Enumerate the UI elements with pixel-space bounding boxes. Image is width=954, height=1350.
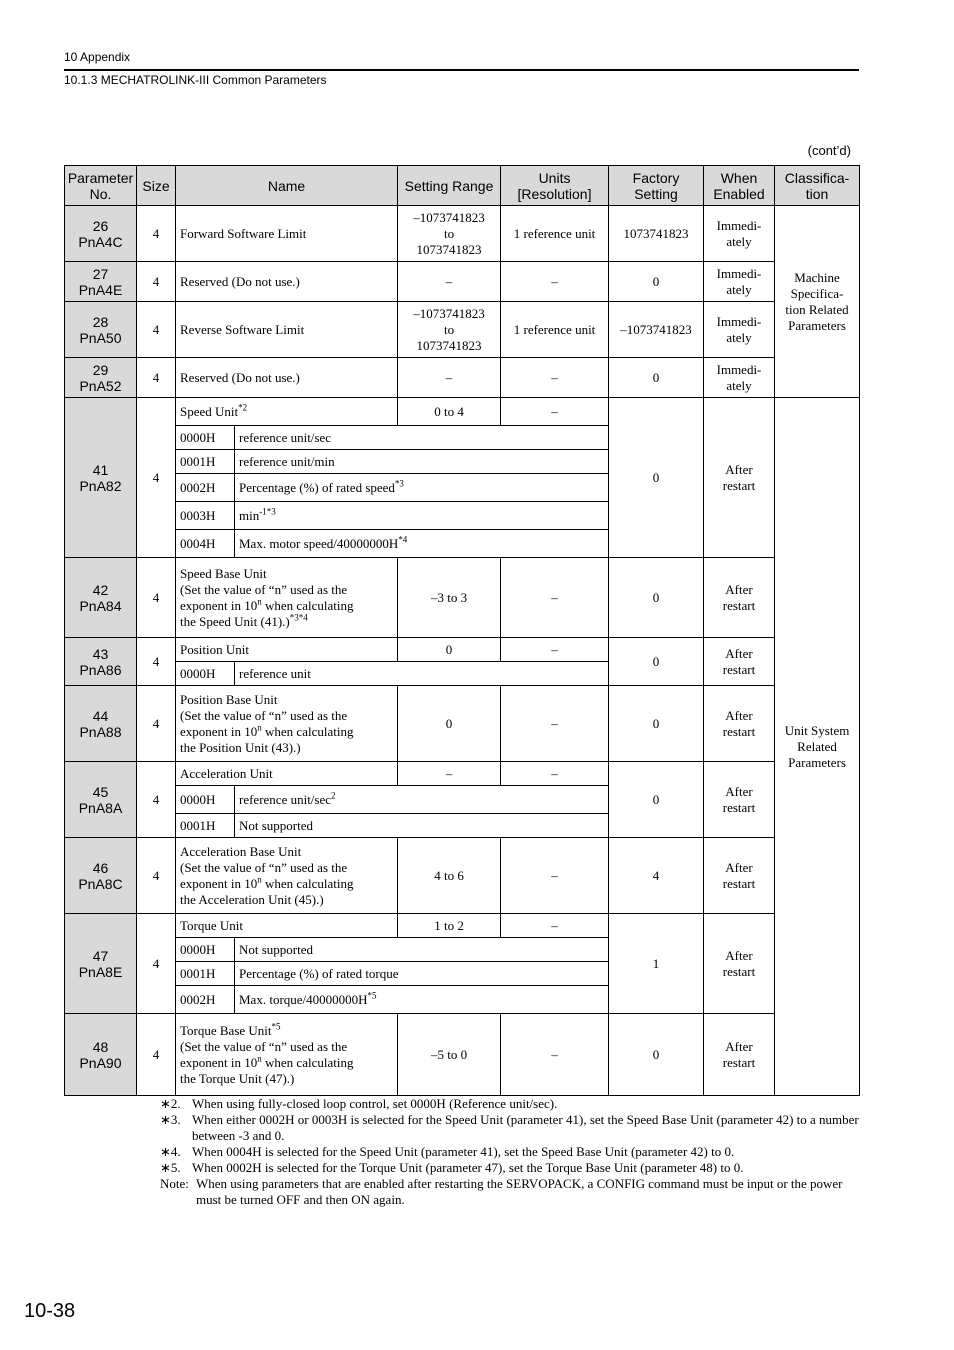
when-cell: After restart — [704, 638, 775, 686]
param-number: 26 PnA4C — [65, 206, 137, 262]
name-cell: Reverse Software Limit — [176, 302, 398, 358]
option-code: 0000H — [176, 938, 235, 962]
footnote-3: ∗3. When either 0002H or 0003H is selected for the Speed Unit (parameter 41), set the Speed Base Unit (parameter 42) to a number between -3 and 0. — [160, 1112, 859, 1143]
name-cell: Speed Unit$^{*2}$ — [176, 398, 398, 426]
units-cell: – — [501, 1014, 609, 1096]
factory-cell: 0 — [609, 686, 704, 762]
size-cell: 4 — [137, 206, 176, 262]
option-desc: reference unit/sec — [235, 426, 609, 450]
size-cell: 4 — [137, 686, 176, 762]
param-number: 44 PnA88 — [65, 686, 137, 762]
col-classification: Classifica- tion — [775, 166, 860, 206]
when-cell: After restart — [704, 1014, 775, 1096]
name-cell: Acceleration Unit — [176, 762, 398, 786]
range-cell: 4 to 6 — [398, 838, 501, 914]
option-desc: reference unit — [235, 662, 609, 686]
table-row — [65, 838, 860, 914]
units-cell: – — [501, 914, 609, 938]
option-desc: $\min^{-1*3}$ — [235, 502, 609, 530]
range-cell: –5 to 0 — [398, 1014, 501, 1096]
col-name: Name — [176, 166, 398, 206]
table-row — [65, 1014, 860, 1096]
option-code: 0002H — [176, 986, 235, 1014]
name-cell: Position Unit — [176, 638, 398, 662]
units-cell: – — [501, 686, 609, 762]
units-cell: – — [501, 638, 609, 662]
range-cell: –3 to 3 — [398, 558, 501, 638]
param-number: 42 PnA84 — [65, 558, 137, 638]
option-code: 0002H — [176, 474, 235, 502]
factory-cell: 0 — [609, 1014, 704, 1096]
param-number: 43 PnA86 — [65, 638, 137, 686]
table-row — [65, 686, 860, 762]
chapter-header: 10 Appendix — [64, 50, 131, 64]
param-number: 28 PnA50 — [65, 302, 137, 358]
size-cell: 4 — [137, 914, 176, 1014]
size-cell: 4 — [137, 762, 176, 838]
factory-cell: –1073741823 — [609, 302, 704, 358]
size-cell: 4 — [137, 262, 176, 302]
size-cell: 4 — [137, 558, 176, 638]
when-cell: Immedi- ately — [704, 262, 775, 302]
name-cell: Torque Base Unit$^{*5}$ (Set the value of “n” used as the exponent in 10$^n$ when calculating the Torque Unit (47).) — [176, 1014, 398, 1096]
range-cell: 0 — [398, 686, 501, 762]
factory-cell: 0 — [609, 358, 704, 398]
when-cell: After restart — [704, 686, 775, 762]
name-cell: Reserved (Do not use.) — [176, 358, 398, 398]
factory-cell: 0 — [609, 262, 704, 302]
header-rule — [64, 69, 859, 71]
name-cell: Reserved (Do not use.) — [176, 262, 398, 302]
size-cell: 4 — [137, 398, 176, 558]
size-cell: 4 — [137, 358, 176, 398]
table-row — [65, 358, 860, 398]
name-cell: Forward Software Limit — [176, 206, 398, 262]
classification-machine: Machine Specifica- tion Related Parameters — [775, 206, 860, 398]
note: Note: When using parameters that are enabled after restarting the SERVOPACK, a CONFIG command must be input or the power must be turned OFF and then ON again. — [160, 1176, 843, 1207]
param-number: 41 PnA82 — [65, 398, 137, 558]
col-factory-setting: Factory Setting — [609, 166, 704, 206]
param-number: 47 PnA8E — [65, 914, 137, 1014]
units-cell: 1 reference unit — [501, 302, 609, 358]
range-cell: 1 to 2 — [398, 914, 501, 938]
option-desc: Not supported — [235, 814, 609, 838]
when-cell: After restart — [704, 762, 775, 838]
name-cell: Speed Base Unit (Set the value of “n” used as the exponent in 10$^n$ when calculating the Speed Unit (41).)$^{*3*4}$ — [176, 558, 398, 638]
range-cell: 0 to 4 — [398, 398, 501, 426]
param-number: 27 PnA4E — [65, 262, 137, 302]
table-header-row — [65, 166, 860, 206]
page-number: 10-38 — [24, 1300, 76, 1322]
when-cell: After restart — [704, 914, 775, 1014]
footnote-4: ∗4. When 0004H is selected for the Speed Unit (parameter 41), set the Speed Base Unit (parameter 42) to 0. — [160, 1144, 735, 1159]
option-desc: reference unit/min — [235, 450, 609, 474]
table-row — [65, 914, 860, 938]
range-cell: –1073741823 to 1073741823 — [398, 206, 501, 262]
footnote-2: ∗2. When using fully-closed loop control, set 0000H (Reference unit/sec). — [160, 1096, 558, 1111]
table-row — [65, 762, 860, 786]
option-code: 0003H — [176, 502, 235, 530]
size-cell: 4 — [137, 838, 176, 914]
continued-label: (cont’d) — [807, 143, 851, 158]
range-cell: – — [398, 262, 501, 302]
option-code: 0001H — [176, 450, 235, 474]
option-code: 0000H — [176, 662, 235, 686]
col-units: Units [Resolution] — [501, 166, 609, 206]
size-cell: 4 — [137, 638, 176, 686]
option-desc: Max. motor speed/$40000000H^{*4}$ — [235, 530, 609, 558]
footnote-5: ∗5. When 0002H is selected for the Torque Unit (parameter 47), set the Torque Base Unit (parameter 48) to 0. — [160, 1160, 744, 1175]
col-size: Size — [137, 166, 176, 206]
table-row — [65, 638, 860, 662]
when-cell: After restart — [704, 838, 775, 914]
option-desc: Not supported — [235, 938, 609, 962]
name-cell: Position Base Unit (Set the value of “n” used as the exponent in 10$^n$ when calculating the Position Unit (43).) — [176, 686, 398, 762]
option-desc: Max. torque/$40000000H^{*5}$ — [235, 986, 609, 1014]
range-cell: 0 — [398, 638, 501, 662]
param-number: 46 PnA8C — [65, 838, 137, 914]
param-number: 29 PnA52 — [65, 358, 137, 398]
section-header: 10.1.3 MECHATROLINK-III Common Parameters — [64, 73, 327, 87]
when-cell: After restart — [704, 398, 775, 558]
option-desc: Percentage (%) of rated torque — [235, 962, 609, 986]
factory-cell: 0 — [609, 762, 704, 838]
units-cell: 1 reference unit — [501, 206, 609, 262]
parameter-table — [64, 165, 860, 1096]
option-code: 0000H — [176, 786, 235, 814]
range-cell: –1073741823 to 1073741823 — [398, 302, 501, 358]
range-cell: – — [398, 358, 501, 398]
name-cell: Acceleration Base Unit (Set the value of “n” used as the exponent in 10$^n$ when calculating the Acceleration Unit (45).) — [176, 838, 398, 914]
units-cell: – — [501, 358, 609, 398]
footnotes — [160, 1096, 860, 1208]
when-cell: Immedi- ately — [704, 206, 775, 262]
option-code: 0001H — [176, 962, 235, 986]
when-cell: Immedi- ately — [704, 358, 775, 398]
option-code: 0000H — [176, 426, 235, 450]
table-row — [65, 262, 860, 302]
table-row — [65, 206, 860, 262]
option-code: 0001H — [176, 814, 235, 838]
when-cell: Immedi- ately — [704, 302, 775, 358]
param-number: 48 PnA90 — [65, 1014, 137, 1096]
range-cell: – — [398, 762, 501, 786]
col-setting-range: Setting Range — [398, 166, 501, 206]
factory-cell: 0 — [609, 638, 704, 686]
factory-cell: 4 — [609, 838, 704, 914]
factory-cell: 0 — [609, 398, 704, 558]
size-cell: 4 — [137, 1014, 176, 1096]
option-desc: reference unit/$\sec^2$ — [235, 786, 609, 814]
units-cell: – — [501, 838, 609, 914]
col-when-enabled: When Enabled — [704, 166, 775, 206]
units-cell: – — [501, 262, 609, 302]
param-number: 45 PnA8A — [65, 762, 137, 838]
units-cell: – — [501, 762, 609, 786]
option-code: 0004H — [176, 530, 235, 558]
col-parameter-no: Parameter No. — [65, 166, 137, 206]
size-cell: 4 — [137, 302, 176, 358]
name-cell: Torque Unit — [176, 914, 398, 938]
factory-cell: 0 — [609, 558, 704, 638]
units-cell: – — [501, 398, 609, 426]
option-desc: Percentage (%) of rated speed$^{*3}$ — [235, 474, 609, 502]
table-row — [65, 558, 860, 638]
classification-unit: Unit System Related Parameters — [775, 398, 860, 1096]
units-cell: – — [501, 558, 609, 638]
table-row — [65, 398, 860, 426]
when-cell: After restart — [704, 558, 775, 638]
table-row — [65, 302, 860, 358]
factory-cell: 1 — [609, 914, 704, 1014]
factory-cell: 1073741823 — [609, 206, 704, 262]
